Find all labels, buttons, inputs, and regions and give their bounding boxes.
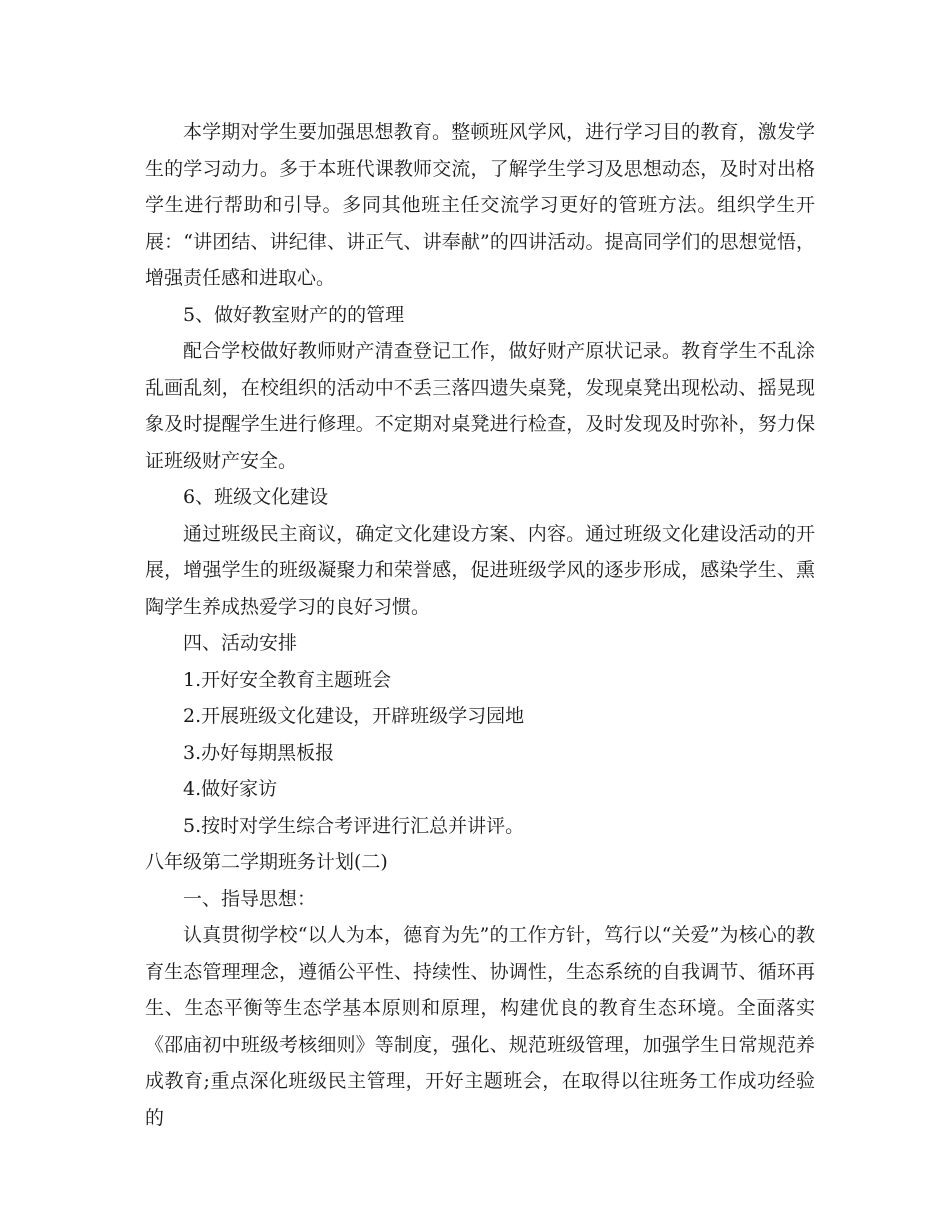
list-item-activity-3: 3.办好每期黑板报 <box>183 741 335 764</box>
paragraph-property-management: 配合学校做好教师财产清查登记工作，做好财产原状记录。教育学生不乱涂乱画乱刻，在校组织的活动中不丢三落四遗失桌凳，发现桌凳出现松动、摇晃现象及时提醒学生进行修理。不定期对桌凳进行检查，及时发现及时弥补，努力保证班级财产安全。 <box>145 340 815 472</box>
section-title-plan-two: 八年级第二学期班务计划(二) <box>145 851 388 873</box>
paragraph-class-culture: 通过班级民主商议，确定文化建设方案、内容。通过班级文化建设活动的开展，增强学生的班级凝聚力和荣誉感，促进班级学风的逐步形成，感染学生、熏陶学生养成热爱学习的良好习惯。 <box>145 522 815 618</box>
list-item-activity-4: 4.做好家访 <box>183 778 278 800</box>
heading-class-culture: 6、班级文化建设 <box>183 486 329 508</box>
heading-guiding-ideology: 一、指导思想： <box>183 887 317 910</box>
list-item-activity-1: 1.开好安全教育主题班会 <box>183 668 392 691</box>
heading-classroom-property: 5、做好教室财产的的管理 <box>183 303 405 326</box>
document-body <box>145 114 815 1136</box>
list-item-activity-2: 2.开展班级文化建设，开辟班级学习园地 <box>183 705 525 727</box>
heading-activity-schedule: 四、活动安排 <box>183 632 298 654</box>
paragraph-guiding-ideology: 认真贯彻学校“以人为本，德育为先”的工作方针，笃行以“关爱”为核心的教育生态管理理念，遵循公平性、持续性、协调性，生态系统的自我调节、循环再生、生态平衡等生态学基本原则和原理，构建优良的教育生态环境。全面落实《邵庙初中班级考核细则》等制度，强化、规范班级管理，加强学生日常规范养成教育;重点深化班级民主管理，开好主题班会，在取得以往班务工作成功经验的 <box>145 924 815 1129</box>
list-item-activity-5: 5.按时对学生综合考评进行汇总并讲评。 <box>183 814 525 837</box>
paragraph-ideological-education: 本学期对学生要加强思想教育。整顿班风学风，进行学习目的教育，激发学生的学习动力。多于本班代课教师交流，了解学生学习及思想动态，及时对出格学生进行帮助和引导。多同其他班主任交流学习更好的管班方法。组织学生开展：“讲团结、讲纪律、讲正气、讲奉献”的四讲活动。提高同学们的思想觉悟，增强责任感和进取心。 <box>145 121 815 289</box>
